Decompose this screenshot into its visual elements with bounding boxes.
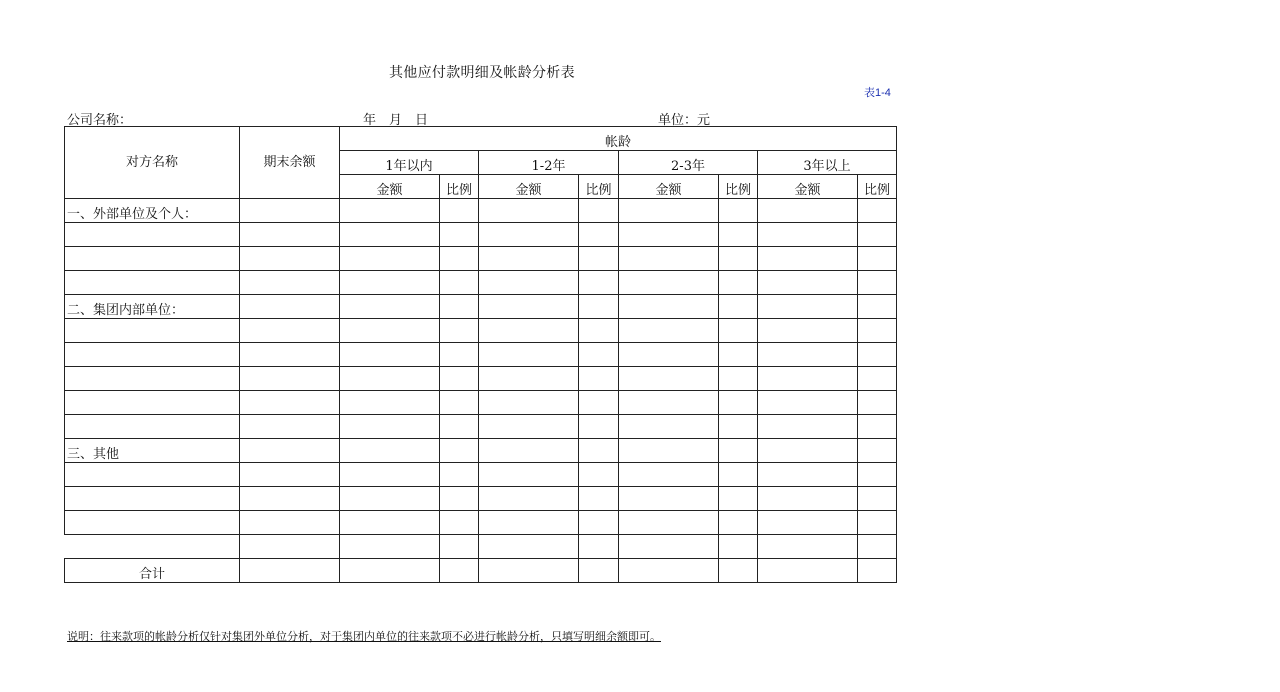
header-bucket-over-3y: 3年以上 xyxy=(758,151,897,175)
cell[interactable] xyxy=(719,271,758,295)
cell[interactable] xyxy=(240,559,340,583)
header-ratio: 比例 xyxy=(858,175,897,199)
cell[interactable] xyxy=(240,247,340,271)
cell[interactable] xyxy=(340,463,440,487)
cell[interactable] xyxy=(440,415,479,439)
cell[interactable] xyxy=(479,559,579,583)
cell[interactable] xyxy=(758,463,858,487)
header-bucket-1-2y: 1-2年 xyxy=(479,151,619,175)
cell[interactable] xyxy=(340,511,440,535)
cell[interactable] xyxy=(719,295,758,319)
cell[interactable] xyxy=(240,319,340,343)
cell[interactable] xyxy=(579,439,619,463)
cell[interactable] xyxy=(340,343,440,367)
cell[interactable] xyxy=(758,487,858,511)
cell[interactable] xyxy=(240,439,340,463)
cell[interactable] xyxy=(479,511,579,535)
cell[interactable] xyxy=(340,487,440,511)
cell[interactable] xyxy=(240,367,340,391)
header-counterparty: 对方名称 xyxy=(65,127,240,199)
cell[interactable] xyxy=(340,439,440,463)
cell[interactable] xyxy=(440,391,479,415)
cell[interactable] xyxy=(579,247,619,271)
cell[interactable] xyxy=(479,535,579,559)
cell[interactable] xyxy=(440,511,479,535)
cell[interactable] xyxy=(758,343,858,367)
header-amount: 金额 xyxy=(758,175,858,199)
cell[interactable] xyxy=(719,559,758,583)
cell[interactable] xyxy=(240,391,340,415)
cell[interactable] xyxy=(619,343,719,367)
aging-analysis-table xyxy=(64,126,897,583)
total-row xyxy=(65,559,897,583)
cell[interactable] xyxy=(65,463,240,487)
header-ratio: 比例 xyxy=(719,175,758,199)
cell[interactable] xyxy=(340,199,440,223)
cell[interactable] xyxy=(619,295,719,319)
cell[interactable] xyxy=(619,367,719,391)
cell[interactable] xyxy=(858,319,897,343)
table-row xyxy=(65,367,897,391)
cell[interactable] xyxy=(619,487,719,511)
cell[interactable] xyxy=(758,247,858,271)
cell[interactable] xyxy=(340,271,440,295)
cell[interactable] xyxy=(619,391,719,415)
cell[interactable] xyxy=(719,391,758,415)
table-number: 表1-4 xyxy=(864,87,891,99)
cell[interactable] xyxy=(858,487,897,511)
header-aging: 帐龄 xyxy=(340,127,897,151)
table-row xyxy=(65,247,897,271)
cell[interactable] xyxy=(340,367,440,391)
cell[interactable] xyxy=(579,199,619,223)
total-label: 合计 xyxy=(65,559,240,583)
table-row-spacer xyxy=(65,535,897,559)
cell[interactable] xyxy=(619,247,719,271)
cell[interactable] xyxy=(65,271,240,295)
cell[interactable] xyxy=(440,223,479,247)
cell[interactable] xyxy=(619,415,719,439)
cell[interactable] xyxy=(65,391,240,415)
cell[interactable] xyxy=(240,511,340,535)
cell[interactable] xyxy=(440,559,479,583)
cell[interactable] xyxy=(240,223,340,247)
table-row xyxy=(65,463,897,487)
cell[interactable] xyxy=(858,295,897,319)
cell[interactable] xyxy=(240,487,340,511)
cell[interactable] xyxy=(758,271,858,295)
table-row xyxy=(65,511,897,535)
cell[interactable] xyxy=(858,271,897,295)
cell[interactable] xyxy=(619,439,719,463)
cell[interactable] xyxy=(579,343,619,367)
cell[interactable] xyxy=(579,319,619,343)
cell[interactable] xyxy=(440,487,479,511)
cell[interactable] xyxy=(240,295,340,319)
cell[interactable] xyxy=(479,391,579,415)
cell[interactable] xyxy=(619,559,719,583)
cell[interactable] xyxy=(579,463,619,487)
cell[interactable] xyxy=(340,223,440,247)
cell[interactable] xyxy=(858,199,897,223)
cell[interactable] xyxy=(619,463,719,487)
cell[interactable] xyxy=(240,271,340,295)
cell[interactable] xyxy=(719,439,758,463)
cell[interactable] xyxy=(65,415,240,439)
cell[interactable] xyxy=(479,295,579,319)
cell[interactable] xyxy=(719,367,758,391)
cell[interactable] xyxy=(579,391,619,415)
cell[interactable] xyxy=(719,223,758,247)
section-label-internal: 二、集团内部单位： xyxy=(65,295,240,319)
cell[interactable] xyxy=(340,295,440,319)
cell[interactable] xyxy=(858,343,897,367)
cell[interactable] xyxy=(579,271,619,295)
cell[interactable] xyxy=(340,319,440,343)
cell[interactable] xyxy=(858,535,897,559)
table-row xyxy=(65,415,897,439)
cell[interactable] xyxy=(719,415,758,439)
cell[interactable] xyxy=(579,511,619,535)
header-ending-balance: 期末余额 xyxy=(240,127,340,199)
header-row-1 xyxy=(65,127,897,151)
cell[interactable] xyxy=(440,439,479,463)
cell[interactable] xyxy=(858,439,897,463)
cell[interactable] xyxy=(758,439,858,463)
header-amount: 金额 xyxy=(340,175,440,199)
cell[interactable] xyxy=(579,223,619,247)
cell[interactable] xyxy=(440,463,479,487)
cell[interactable] xyxy=(240,463,340,487)
date-label: 年 月 日 xyxy=(363,113,429,128)
cell[interactable] xyxy=(619,535,719,559)
section-row-internal xyxy=(65,295,897,319)
header-bucket-2-3y: 2-3年 xyxy=(619,151,758,175)
table-row xyxy=(65,223,897,247)
section-row-external xyxy=(65,199,897,223)
table-row xyxy=(65,271,897,295)
table-row xyxy=(65,391,897,415)
cell[interactable] xyxy=(858,247,897,271)
cell[interactable] xyxy=(340,535,440,559)
cell[interactable] xyxy=(440,319,479,343)
cell[interactable] xyxy=(758,295,858,319)
header-amount: 金额 xyxy=(479,175,579,199)
cell[interactable] xyxy=(65,319,240,343)
cell[interactable] xyxy=(440,367,479,391)
cell[interactable] xyxy=(240,199,340,223)
table-row xyxy=(65,319,897,343)
cell[interactable] xyxy=(65,247,240,271)
cell[interactable] xyxy=(619,511,719,535)
cell[interactable] xyxy=(579,487,619,511)
cell[interactable] xyxy=(479,199,579,223)
cell[interactable] xyxy=(65,487,240,511)
cell[interactable] xyxy=(719,463,758,487)
cell[interactable] xyxy=(619,223,719,247)
cell[interactable] xyxy=(719,343,758,367)
cell[interactable] xyxy=(240,415,340,439)
company-name-label: 公司名称： xyxy=(67,113,133,128)
section-label-external: 一、外部单位及个人： xyxy=(65,199,240,223)
cell[interactable] xyxy=(479,415,579,439)
cell[interactable] xyxy=(758,559,858,583)
cell[interactable] xyxy=(440,343,479,367)
cell[interactable] xyxy=(440,295,479,319)
cell[interactable] xyxy=(579,295,619,319)
cell[interactable] xyxy=(240,343,340,367)
cell[interactable] xyxy=(65,367,240,391)
cell[interactable] xyxy=(479,271,579,295)
cell[interactable] xyxy=(858,415,897,439)
cell[interactable] xyxy=(758,535,858,559)
cell[interactable] xyxy=(758,367,858,391)
cell[interactable] xyxy=(858,367,897,391)
section-row-other xyxy=(65,439,897,463)
cell[interactable] xyxy=(440,535,479,559)
cell[interactable] xyxy=(440,199,479,223)
cell xyxy=(65,535,240,559)
cell[interactable] xyxy=(65,223,240,247)
cell[interactable] xyxy=(579,535,619,559)
cell[interactable] xyxy=(719,511,758,535)
header-amount: 金额 xyxy=(619,175,719,199)
cell[interactable] xyxy=(858,511,897,535)
cell[interactable] xyxy=(340,247,440,271)
cell[interactable] xyxy=(858,391,897,415)
cell[interactable] xyxy=(758,319,858,343)
unit-label: 单位：元 xyxy=(658,113,711,128)
header-bucket-within-1y: 1年以内 xyxy=(340,151,479,175)
cell[interactable] xyxy=(619,319,719,343)
cell[interactable] xyxy=(858,559,897,583)
section-label-other: 三、其他 xyxy=(65,439,240,463)
cell[interactable] xyxy=(65,511,240,535)
cell[interactable] xyxy=(758,391,858,415)
table-row xyxy=(65,343,897,367)
cell[interactable] xyxy=(758,223,858,247)
table-row xyxy=(65,487,897,511)
cell[interactable] xyxy=(858,223,897,247)
cell[interactable] xyxy=(719,319,758,343)
cell[interactable] xyxy=(758,415,858,439)
cell[interactable] xyxy=(719,535,758,559)
cell[interactable] xyxy=(440,271,479,295)
header-ratio: 比例 xyxy=(440,175,479,199)
cell[interactable] xyxy=(579,415,619,439)
cell[interactable] xyxy=(479,343,579,367)
cell[interactable] xyxy=(65,343,240,367)
cell[interactable] xyxy=(479,439,579,463)
cell[interactable] xyxy=(479,367,579,391)
cell[interactable] xyxy=(719,199,758,223)
cell[interactable] xyxy=(579,367,619,391)
cell[interactable] xyxy=(758,199,858,223)
footnote: 说明：往来款项的帐龄分析仅针对集团外单位分析，对于集团内单位的往来款项不必进行帐龄分析，只填写明细余额即可。 xyxy=(67,630,661,643)
cell[interactable] xyxy=(479,463,579,487)
cell[interactable] xyxy=(240,535,340,559)
cell[interactable] xyxy=(340,559,440,583)
cell[interactable] xyxy=(579,559,619,583)
cell[interactable] xyxy=(340,415,440,439)
cell[interactable] xyxy=(719,487,758,511)
cell[interactable] xyxy=(719,247,758,271)
cell[interactable] xyxy=(619,199,719,223)
header-ratio: 比例 xyxy=(579,175,619,199)
cell[interactable] xyxy=(619,271,719,295)
cell[interactable] xyxy=(758,511,858,535)
cell[interactable] xyxy=(440,247,479,271)
cell[interactable] xyxy=(340,391,440,415)
cell[interactable] xyxy=(479,319,579,343)
cell[interactable] xyxy=(858,463,897,487)
report-title: 其他应付款明细及帐龄分析表 xyxy=(389,65,575,81)
cell[interactable] xyxy=(479,247,579,271)
cell[interactable] xyxy=(479,223,579,247)
cell[interactable] xyxy=(479,487,579,511)
